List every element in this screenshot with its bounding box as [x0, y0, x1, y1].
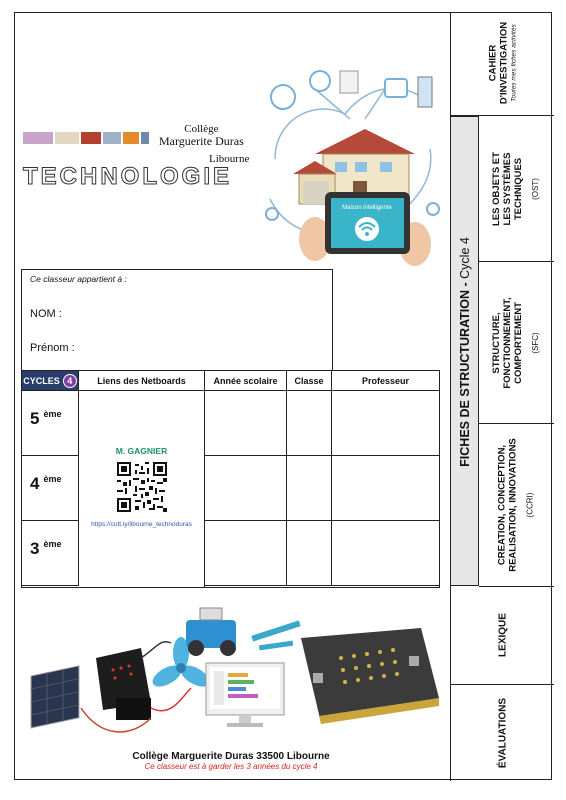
subject-title: TECHNOLOGIE — [23, 163, 233, 190]
belongs-label: Ce classeur appartient à : — [30, 274, 127, 284]
electronics-illustration — [21, 598, 441, 746]
footer-note: Ce classeur est à garder les 3 années du cycle 4 — [144, 762, 318, 771]
prenom-field[interactable]: Prénom : — [30, 342, 75, 354]
qr-code-icon[interactable] — [117, 462, 167, 512]
annee-cell[interactable] — [205, 391, 287, 455]
annee-cell[interactable] — [205, 521, 287, 585]
logo-color-blocks — [23, 131, 151, 149]
fiches-band — [451, 116, 479, 586]
tab-sfc[interactable]: STRUCTURE, FONCTIONNEMENT, COMPORTEMENT (SFC) — [479, 262, 554, 424]
cycle-badge: 4 — [63, 374, 77, 388]
tab-ost[interactable]: LES OBJETS ET LES SYSTÈMES TECHNIQUES (OST) — [479, 116, 554, 262]
header-annee: Année scolaire — [205, 371, 287, 390]
footer-address: Collège Marguerite Duras 33500 Libourne — [132, 751, 330, 762]
smart-house-illustration — [255, 59, 445, 271]
tab-lexique[interactable]: LEXIQUE — [451, 586, 554, 685]
fiches-title: FICHES DE STRUCTURATION - Cycle 4 — [457, 237, 472, 467]
professeur-cell[interactable] — [332, 456, 439, 520]
header-netboards: Liens des Netboards — [79, 371, 205, 390]
tab-ccri[interactable]: CREATION, CONCEPTION, REALISATION, INNOVATIONS (CCRI) — [479, 424, 554, 587]
tab-cahier-note: Toutes mes fiches activités — [510, 24, 518, 102]
classe-cell[interactable] — [287, 521, 332, 585]
classe-cell[interactable] — [287, 391, 332, 455]
header-cycles: CYCLES 4 — [22, 371, 79, 390]
professeur-cell[interactable] — [332, 391, 439, 455]
table-header — [22, 371, 439, 391]
owner-box — [21, 269, 333, 371]
level-label: 4 $^{ème}$ — [22, 456, 79, 520]
tablet-screen-label: Maison intelligente — [342, 205, 392, 211]
city-label: Libourne — [209, 153, 250, 165]
classe-cell[interactable] — [287, 456, 332, 520]
tab-cahier[interactable]: CAHIER D'INVESTIGATION Toutes mes fiches activités — [451, 13, 554, 116]
section-tabs — [450, 13, 553, 781]
level-label: 3 $^{ème}$ — [22, 521, 79, 585]
netboard-link[interactable]: https://cutt.ly/libourne_technoduras — [91, 521, 192, 528]
cycles-table — [21, 370, 440, 588]
header-classe: Classe — [287, 371, 332, 390]
tab-evaluations[interactable]: ÉVALUATIONS — [497, 697, 509, 769]
footer — [21, 751, 441, 771]
netboard-cell — [79, 391, 205, 587]
nom-field[interactable]: NOM : — [30, 308, 62, 320]
cover-page — [14, 12, 552, 780]
level-label: 5 $^{ème}$ — [22, 391, 79, 455]
college-name: Collège Marguerite Duras — [159, 123, 244, 148]
college-logo — [19, 123, 259, 193]
professeur-cell[interactable] — [332, 521, 439, 585]
header-professeur: Professeur — [361, 375, 410, 386]
teacher-name: M. GAGNIER — [115, 446, 168, 456]
annee-cell[interactable] — [205, 456, 287, 520]
